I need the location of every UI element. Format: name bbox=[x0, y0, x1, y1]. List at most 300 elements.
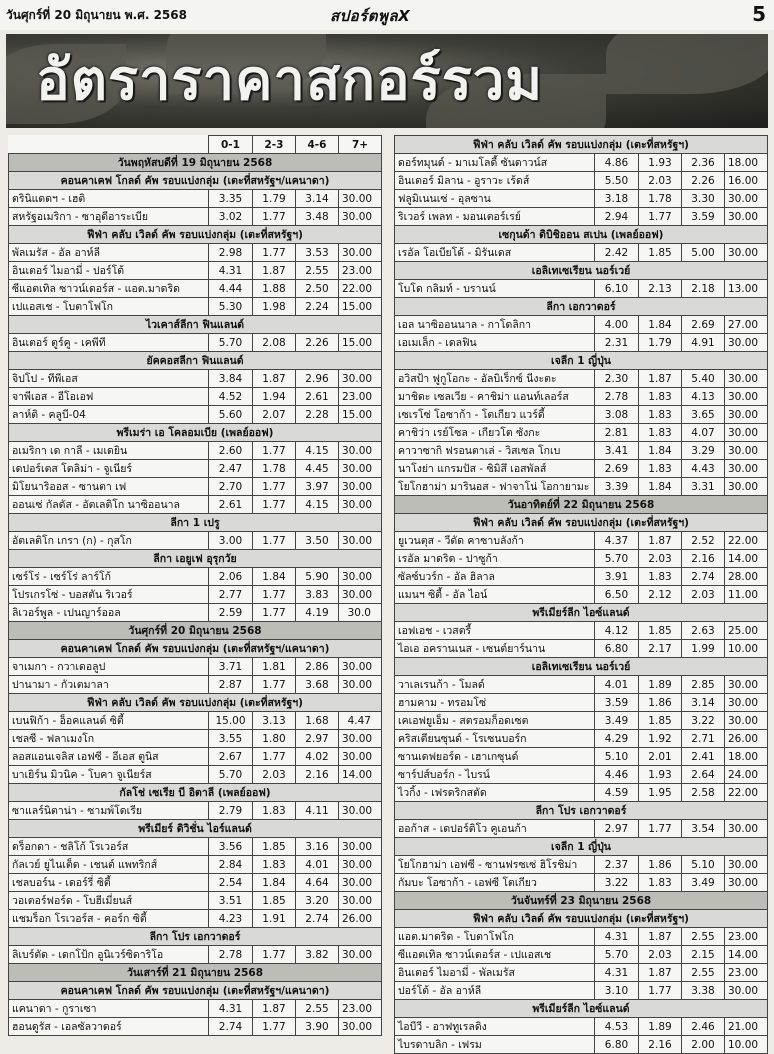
odds-cell: 3.13 bbox=[253, 712, 296, 730]
odds-cell: 1.85 bbox=[253, 838, 296, 856]
odds-cell: 4.00 bbox=[595, 316, 639, 334]
odds-cell: 3.84 bbox=[209, 370, 253, 388]
odds-cell: 30.00 bbox=[339, 874, 382, 892]
match-row bbox=[395, 856, 768, 874]
match-name: ออก้าส - เดปอร์ติโว คูเอนก้า bbox=[395, 820, 595, 838]
odds-cell: 30.00 bbox=[339, 676, 382, 694]
competition-header-row bbox=[395, 262, 768, 280]
odds-cell: 30.00 bbox=[339, 946, 382, 964]
match-row bbox=[9, 1000, 382, 1018]
date-label: วันเสาร์ที่ 21 มิถุนายน 2568 bbox=[9, 964, 382, 982]
odds-cell: 1.92 bbox=[639, 730, 682, 748]
match-row bbox=[395, 442, 768, 460]
match-row bbox=[395, 478, 768, 496]
match-row bbox=[9, 892, 382, 910]
odds-cell: 30.00 bbox=[725, 442, 768, 460]
odds-cell: 3.31 bbox=[682, 478, 725, 496]
odds-cell: 2.71 bbox=[682, 730, 725, 748]
match-name: โปรเกรโซ่ - บอสตัน ริเวอร์ bbox=[9, 586, 209, 604]
odds-cell: 1.83 bbox=[639, 568, 682, 586]
match-row bbox=[395, 784, 768, 802]
odds-cell: 2.85 bbox=[682, 676, 725, 694]
match-row bbox=[9, 442, 382, 460]
odds-cell: 2.81 bbox=[595, 424, 639, 442]
competition-header-row bbox=[395, 298, 768, 316]
odds-cell: 2.55 bbox=[296, 262, 339, 280]
match-row bbox=[9, 730, 382, 748]
competition-header-row bbox=[9, 226, 382, 244]
competition-label: คอนคาเคฟ โกลด์ คัพ รอบแบ่งกลุ่ม (เตะที่สหรัฐฯ/แคนาดา) bbox=[9, 172, 382, 190]
match-name: ซีแอตเทิล ซาวน์เดอร์ส - เปแอสเช bbox=[395, 946, 595, 964]
match-name: โยโกฮาม่า มารินอส - ฟาจาโน่ โอกายามะ bbox=[395, 478, 595, 496]
competition-label: พรีเมร่า เอ โคลอมเบีย (เพลย์ออฟ) bbox=[9, 424, 382, 442]
odds-cell: 2.16 bbox=[639, 1036, 682, 1054]
odds-cell: 2.78 bbox=[209, 946, 253, 964]
column-header: 0-1 bbox=[209, 136, 253, 154]
date-header-row bbox=[395, 496, 768, 514]
odds-cell: 2.16 bbox=[296, 766, 339, 784]
match-row bbox=[9, 946, 382, 964]
odds-cell: 3.00 bbox=[209, 532, 253, 550]
odds-cell: 1.87 bbox=[253, 370, 296, 388]
odds-cell: 2.46 bbox=[682, 1018, 725, 1036]
odds-cell: 4.64 bbox=[296, 874, 339, 892]
match-row bbox=[9, 568, 382, 586]
competition-header-row bbox=[395, 604, 768, 622]
odds-cell: 1.77 bbox=[253, 676, 296, 694]
match-row bbox=[9, 676, 382, 694]
odds-cell: 30.00 bbox=[725, 208, 768, 226]
odds-cell: 1.77 bbox=[253, 1018, 296, 1036]
column-header: 2-3 bbox=[253, 136, 296, 154]
odds-cell: 30.00 bbox=[339, 568, 382, 586]
odds-cell: 26.00 bbox=[725, 730, 768, 748]
date-header-row bbox=[9, 964, 382, 982]
competition-header-row bbox=[9, 514, 382, 532]
match-name: แคนาดา - กูราเซา bbox=[9, 1000, 209, 1018]
match-row bbox=[9, 262, 382, 280]
odds-cell: 1.87 bbox=[253, 1000, 296, 1018]
odds-cell: 15.00 bbox=[339, 406, 382, 424]
competition-label: ฟีฟ่า คลับ เวิลด์ คัพ รอบแบ่งกลุ่ม (เตะที่สหรัฐฯ) bbox=[395, 514, 768, 532]
odds-cell: 1.83 bbox=[639, 406, 682, 424]
match-name: อินเตอร์ ไมอามี่ - ปอร์โต้ bbox=[9, 262, 209, 280]
odds-cell: 1.84 bbox=[253, 874, 296, 892]
odds-cell: 2.03 bbox=[253, 766, 296, 784]
odds-cell: 2.24 bbox=[296, 298, 339, 316]
match-row bbox=[395, 568, 768, 586]
match-row bbox=[9, 406, 382, 424]
odds-cell: 3.41 bbox=[595, 442, 639, 460]
odds-cell: 2.37 bbox=[595, 856, 639, 874]
odds-cell: 4.46 bbox=[595, 766, 639, 784]
odds-cell: 30.00 bbox=[339, 496, 382, 514]
match-name: ฟลูมิเนนเซ่ - อุลซาน bbox=[395, 190, 595, 208]
match-row bbox=[395, 946, 768, 964]
odds-cell: 2.64 bbox=[682, 766, 725, 784]
competition-header-row bbox=[9, 550, 382, 568]
title-banner bbox=[6, 34, 768, 128]
date-label: วันศุกร์ที่ 20 มิถุนายน 2568 bbox=[9, 622, 382, 640]
odds-cell: 22.00 bbox=[339, 280, 382, 298]
match-name: นาโงย่า แกรมปัส - ซิมิสึ เอสพัลส์ bbox=[395, 460, 595, 478]
odds-cell: 5.70 bbox=[209, 766, 253, 784]
odds-cell: 30.00 bbox=[339, 190, 382, 208]
odds-cell: 11.00 bbox=[725, 586, 768, 604]
odds-cell: 4.01 bbox=[296, 856, 339, 874]
odds-cell: 16.00 bbox=[725, 172, 768, 190]
match-row bbox=[395, 1018, 768, 1036]
odds-cell: 23.00 bbox=[725, 928, 768, 946]
match-row bbox=[9, 1018, 382, 1036]
odds-cell: 2.42 bbox=[595, 244, 639, 262]
match-name: โบโด กลิมท์ - บรานน์ bbox=[395, 280, 595, 298]
match-name: อินเตอร์ มิลาน - อูราวะ เร้ดส์ bbox=[395, 172, 595, 190]
competition-header-row bbox=[9, 928, 382, 946]
match-name: อินเตอร์ ไมอามี่ - พัลเมรัส bbox=[395, 964, 595, 982]
match-row bbox=[395, 820, 768, 838]
odds-cell: 30.00 bbox=[339, 586, 382, 604]
odds-cell: 23.00 bbox=[725, 964, 768, 982]
odds-cell: 3.38 bbox=[682, 982, 725, 1000]
odds-cell: 1.77 bbox=[639, 982, 682, 1000]
odds-cell: 1.94 bbox=[253, 388, 296, 406]
odds-cell: 3.59 bbox=[595, 694, 639, 712]
match-name: เชลซี - ฟลาเมงโก bbox=[9, 730, 209, 748]
odds-cell: 25.00 bbox=[725, 622, 768, 640]
odds-cell: 2.74 bbox=[682, 568, 725, 586]
match-name: โยโกฮาม่า เอฟซี - ซานฟรซเซ่ ฮิโรชิม่า bbox=[395, 856, 595, 874]
odds-cell: 5.50 bbox=[595, 172, 639, 190]
odds-cell: 2.06 bbox=[209, 568, 253, 586]
odds-cell: 2.13 bbox=[639, 280, 682, 298]
date-header-row bbox=[9, 622, 382, 640]
competition-label: พรีเมียร์ ดิวิชั่น ไอร์แลนด์ bbox=[9, 820, 382, 838]
odds-cell: 3.54 bbox=[682, 820, 725, 838]
odds-cell: 1.80 bbox=[253, 730, 296, 748]
odds-cell: 30.00 bbox=[339, 892, 382, 910]
match-row bbox=[395, 982, 768, 1000]
odds-cell: 1.68 bbox=[296, 712, 339, 730]
odds-cell: 30.00 bbox=[725, 820, 768, 838]
header-blank bbox=[9, 136, 209, 154]
competition-header-row bbox=[9, 982, 382, 1000]
odds-cell: 2.26 bbox=[296, 334, 339, 352]
odds-cell: 30.00 bbox=[725, 712, 768, 730]
match-row bbox=[9, 496, 382, 514]
match-name: จาเมกา - กวาเดอลูป bbox=[9, 658, 209, 676]
odds-cell: 1.85 bbox=[639, 622, 682, 640]
competition-header-row bbox=[9, 820, 382, 838]
odds-table-right bbox=[394, 135, 767, 1054]
match-name: แมนฯ ซิตี้ - อัล ไอน์ bbox=[395, 586, 595, 604]
match-name: ซีแอตเทิล ซาวน์เดอร์ส - แอต.มาดริด bbox=[9, 280, 209, 298]
odds-cell: 2.69 bbox=[595, 460, 639, 478]
competition-label: ลีกา 1 เปรู bbox=[9, 514, 382, 532]
match-row bbox=[395, 334, 768, 352]
match-row bbox=[395, 424, 768, 442]
odds-cell: 2.31 bbox=[595, 334, 639, 352]
match-name: ตรินิแดดฯ - เฮติ bbox=[9, 190, 209, 208]
odds-cell: 30.00 bbox=[725, 856, 768, 874]
odds-table-left bbox=[8, 135, 381, 1036]
odds-cell: 6.10 bbox=[595, 280, 639, 298]
competition-label: ลีกา เอกวาดอร์ bbox=[395, 298, 768, 316]
competition-label: ฟีฟ่า คลับ เวิลด์ คัพ รอบแบ่งกลุ่ม (เตะที่สหรัฐฯ) bbox=[395, 910, 768, 928]
match-row bbox=[395, 550, 768, 568]
odds-cell: 1.99 bbox=[682, 640, 725, 658]
odds-cell: 2.61 bbox=[209, 496, 253, 514]
odds-cell: 2.03 bbox=[639, 946, 682, 964]
match-name: ลิเบร์ตัด - เดกโป้ก อูนิเวร์ซิดาริโอ bbox=[9, 946, 209, 964]
match-name: เซเรโซ่ โอซาก้า - โตเกียว แวร์ดี้ bbox=[395, 406, 595, 424]
odds-cell: 10.00 bbox=[725, 1036, 768, 1054]
competition-header-row bbox=[395, 1000, 768, 1018]
odds-cell: 2.03 bbox=[639, 550, 682, 568]
odds-cell: 1.87 bbox=[639, 370, 682, 388]
odds-cell: 1.83 bbox=[253, 802, 296, 820]
odds-cell: 14.00 bbox=[725, 550, 768, 568]
match-row bbox=[395, 280, 768, 298]
match-row bbox=[395, 172, 768, 190]
odds-cell: 1.93 bbox=[639, 154, 682, 172]
page-header bbox=[0, 0, 774, 30]
odds-cell: 30.00 bbox=[339, 532, 382, 550]
match-name: เอฟเอช - เวสตรี้ bbox=[395, 622, 595, 640]
column-header: 4-6 bbox=[296, 136, 339, 154]
match-name: อัตเลติโก เกรา (ก) - กุสโก bbox=[9, 532, 209, 550]
odds-cell: 30.0 bbox=[339, 604, 382, 622]
odds-cell: 30.00 bbox=[725, 406, 768, 424]
match-name: ออนเซ่ กัลดัส - อัตเลติโก นาซิออนาล bbox=[9, 496, 209, 514]
match-name: ดอร์ทมุนด์ - มาเมโลดี้ ซันดาวน์ส bbox=[395, 154, 595, 172]
match-row bbox=[395, 712, 768, 730]
odds-cell: 1.79 bbox=[253, 190, 296, 208]
odds-cell: 3.65 bbox=[682, 406, 725, 424]
odds-cell: 30.00 bbox=[725, 334, 768, 352]
odds-cell: 1.81 bbox=[253, 658, 296, 676]
odds-cell: 4.29 bbox=[595, 730, 639, 748]
competition-label: เจลีก 1 ญี่ปุ่น bbox=[395, 838, 768, 856]
competition-label: เอลิเทเซเรียน นอร์เวย์ bbox=[395, 658, 768, 676]
odds-cell: 30.00 bbox=[725, 982, 768, 1000]
odds-cell: 23.00 bbox=[339, 1000, 382, 1018]
odds-cell: 30.00 bbox=[339, 838, 382, 856]
odds-cell: 3.48 bbox=[296, 208, 339, 226]
odds-cell: 2.67 bbox=[209, 748, 253, 766]
odds-cell: 30.00 bbox=[339, 208, 382, 226]
odds-cell: 4.44 bbox=[209, 280, 253, 298]
odds-cell: 18.00 bbox=[725, 748, 768, 766]
competition-header-row bbox=[395, 226, 768, 244]
odds-cell: 10.00 bbox=[725, 640, 768, 658]
odds-cell: 2.97 bbox=[296, 730, 339, 748]
odds-cell: 4.15 bbox=[296, 496, 339, 514]
odds-cell: 2.36 bbox=[682, 154, 725, 172]
odds-cell: 3.35 bbox=[209, 190, 253, 208]
match-name: ยูเวนตุส - วีดัด คาซาบลังก้า bbox=[395, 532, 595, 550]
match-row bbox=[395, 964, 768, 982]
date-header-row bbox=[395, 892, 768, 910]
odds-cell: 3.18 bbox=[595, 190, 639, 208]
match-name: ลอสแอนเจลิส เอฟซี - อีเอส ตูนิส bbox=[9, 748, 209, 766]
odds-cell: 2.16 bbox=[682, 550, 725, 568]
odds-cell: 30.00 bbox=[339, 478, 382, 496]
match-name: วอเตอร์ฟอร์ด - โบฮีเมี่ยนส์ bbox=[9, 892, 209, 910]
odds-cell: 1.93 bbox=[639, 766, 682, 784]
match-name: ซัลซ์บวร์ก - อัล ฮิลาล bbox=[395, 568, 595, 586]
odds-cell: 2.94 bbox=[595, 208, 639, 226]
match-name: เรอัล โอเบียโด้ - มิรันเดส bbox=[395, 244, 595, 262]
match-row bbox=[395, 586, 768, 604]
match-row bbox=[9, 658, 382, 676]
odds-cell: 14.00 bbox=[725, 946, 768, 964]
odds-cell: 2.30 bbox=[595, 370, 639, 388]
odds-cell: 30.00 bbox=[725, 676, 768, 694]
competition-header-row bbox=[9, 172, 382, 190]
odds-cell: 2.08 bbox=[253, 334, 296, 352]
odds-cell: 1.87 bbox=[639, 532, 682, 550]
odds-cell: 2.52 bbox=[682, 532, 725, 550]
competition-header-row bbox=[9, 352, 382, 370]
match-name: ไอเอ อครานเนส - เซนต์ยาร์นาน bbox=[395, 640, 595, 658]
match-row bbox=[395, 244, 768, 262]
odds-cell: 2.69 bbox=[682, 316, 725, 334]
odds-cell: 30.00 bbox=[339, 748, 382, 766]
odds-cell: 5.30 bbox=[209, 298, 253, 316]
odds-table bbox=[8, 135, 382, 1036]
match-row bbox=[9, 604, 382, 622]
odds-cell: 1.77 bbox=[639, 208, 682, 226]
odds-cell: 2.74 bbox=[296, 910, 339, 928]
odds-cell: 3.49 bbox=[682, 874, 725, 892]
odds-cell: 1.89 bbox=[639, 1018, 682, 1036]
odds-cell: 3.14 bbox=[682, 694, 725, 712]
date-label: วันจันทร์ที่ 23 มิถุนายน 2568 bbox=[395, 892, 768, 910]
match-name: มาชิดะ เซลเวีย - คาชิม่า แอนท์เลอร์ส bbox=[395, 388, 595, 406]
odds-cell: 21.00 bbox=[725, 1018, 768, 1036]
odds-cell: 23.00 bbox=[339, 388, 382, 406]
odds-cell: 2.41 bbox=[682, 748, 725, 766]
odds-cell: 2.03 bbox=[682, 586, 725, 604]
odds-cell: 2.55 bbox=[682, 928, 725, 946]
competition-header-row bbox=[395, 910, 768, 928]
match-name: ลิเวอร์พูล - เปนญาร์ออล bbox=[9, 604, 209, 622]
odds-cell: 22.00 bbox=[725, 532, 768, 550]
match-row bbox=[395, 208, 768, 226]
odds-cell: 30.00 bbox=[725, 370, 768, 388]
column-header-row bbox=[9, 136, 382, 154]
odds-cell: 30.00 bbox=[339, 730, 382, 748]
match-name: จิปโป - ทีพีเอส bbox=[9, 370, 209, 388]
match-row bbox=[395, 388, 768, 406]
odds-cell: 2.18 bbox=[682, 280, 725, 298]
odds-cell: 30.00 bbox=[339, 658, 382, 676]
match-row bbox=[395, 460, 768, 478]
odds-cell: 3.55 bbox=[209, 730, 253, 748]
odds-cell: 3.50 bbox=[296, 532, 339, 550]
odds-cell: 2.01 bbox=[639, 748, 682, 766]
odds-cell: 2.84 bbox=[209, 856, 253, 874]
banner-title: อัตราราคาสกอร์รวม bbox=[36, 48, 544, 113]
odds-cell: 2.12 bbox=[639, 586, 682, 604]
odds-cell: 3.59 bbox=[682, 208, 725, 226]
match-name: อินเตอร์ ตูร์คู - เคพีที bbox=[9, 334, 209, 352]
competition-header-row bbox=[395, 136, 768, 154]
competition-label: ฟีฟ่า คลับ เวิลด์ คัพ รอบแบ่งกลุ่ม (เตะที่สหรัฐฯ) bbox=[9, 226, 382, 244]
odds-cell: 1.88 bbox=[253, 280, 296, 298]
match-row bbox=[9, 766, 382, 784]
match-name: เชลบอร์น - เดอร์รี่ ซิตี้ bbox=[9, 874, 209, 892]
odds-cell: 2.70 bbox=[209, 478, 253, 496]
competition-header-row bbox=[9, 784, 382, 802]
competition-label: เจลีก 1 ญี่ปุ่น bbox=[395, 352, 768, 370]
competition-header-row bbox=[9, 694, 382, 712]
odds-cell: 30.00 bbox=[339, 856, 382, 874]
competition-label: คอนคาเคฟ โกลด์ คัพ รอบแบ่งกลุ่ม (เตะที่สหรัฐฯ/แคนาดา) bbox=[9, 640, 382, 658]
odds-cell: 5.70 bbox=[595, 550, 639, 568]
odds-cell: 3.08 bbox=[595, 406, 639, 424]
odds-cell: 14.00 bbox=[339, 766, 382, 784]
odds-cell: 4.43 bbox=[682, 460, 725, 478]
competition-label: พรีเมียร์ลีก ไอซ์แลนด์ bbox=[395, 604, 768, 622]
odds-cell: 4.52 bbox=[209, 388, 253, 406]
odds-cell: 6.80 bbox=[595, 1036, 639, 1054]
match-name: แชมร็อก โรเวอร์ส - คอร์ก ซิตี้ bbox=[9, 910, 209, 928]
match-name: เคเอฟยูเอ็ม - สตรอมก็อดเซต bbox=[395, 712, 595, 730]
odds-cell: 2.47 bbox=[209, 460, 253, 478]
odds-cell: 5.10 bbox=[682, 856, 725, 874]
match-name: เดปอร์เตส โตลิม่า - จูเนียร์ bbox=[9, 460, 209, 478]
odds-cell: 5.90 bbox=[296, 568, 339, 586]
competition-header-row bbox=[395, 352, 768, 370]
odds-cell: 4.37 bbox=[595, 532, 639, 550]
odds-cell: 30.00 bbox=[725, 874, 768, 892]
odds-cell: 4.59 bbox=[595, 784, 639, 802]
match-row bbox=[395, 370, 768, 388]
match-name: เบนฟิก้า - อ็อคแลนด์ ซิตี้ bbox=[9, 712, 209, 730]
odds-cell: 2.60 bbox=[209, 442, 253, 460]
odds-cell: 4.53 bbox=[595, 1018, 639, 1036]
odds-cell: 1.84 bbox=[639, 442, 682, 460]
odds-cell: 1.89 bbox=[639, 676, 682, 694]
match-name: ไอบีวี - อาฟทูเรลดิง bbox=[395, 1018, 595, 1036]
odds-cell: 3.51 bbox=[209, 892, 253, 910]
odds-cell: 3.30 bbox=[682, 190, 725, 208]
odds-cell: 3.16 bbox=[296, 838, 339, 856]
odds-cell: 2.96 bbox=[296, 370, 339, 388]
match-name: เซร์โร่ - เซร์โร่ ลาร์โก้ bbox=[9, 568, 209, 586]
odds-cell: 1.77 bbox=[253, 244, 296, 262]
match-name: ดร็อกดา - ชลิโก้ โรเวอร์ส bbox=[9, 838, 209, 856]
match-name: บาเยิร์น มิวนิค - โบคา จูเนียร์ส bbox=[9, 766, 209, 784]
odds-cell: 1.77 bbox=[253, 532, 296, 550]
match-name: อวิสป้า ฟูกูโอกะ - อัลบิเร็กซ์ นีงะตะ bbox=[395, 370, 595, 388]
odds-cell: 2.55 bbox=[296, 1000, 339, 1018]
odds-cell: 3.83 bbox=[296, 586, 339, 604]
odds-cell: 1.77 bbox=[253, 748, 296, 766]
odds-cell: 5.70 bbox=[595, 946, 639, 964]
odds-cell: 2.79 bbox=[209, 802, 253, 820]
match-name: พัลเมรัส - อัล อาห์ลี bbox=[9, 244, 209, 262]
odds-cell: 1.77 bbox=[253, 946, 296, 964]
odds-cell: 4.23 bbox=[209, 910, 253, 928]
odds-cell: 15.00 bbox=[339, 298, 382, 316]
odds-cell: 2.63 bbox=[682, 622, 725, 640]
match-row bbox=[395, 316, 768, 334]
match-row bbox=[9, 532, 382, 550]
odds-cell: 1.83 bbox=[639, 874, 682, 892]
